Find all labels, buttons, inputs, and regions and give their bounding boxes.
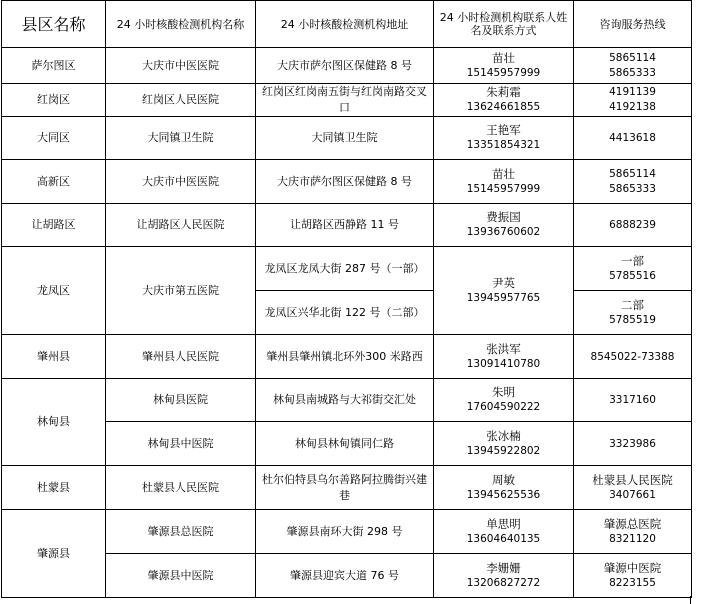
table-row — [2, 379, 692, 422]
address-cell: 杜尔伯特县乌尔善路阿拉腾街兴建巷 — [256, 466, 434, 510]
hotline-cell: 3317160 — [574, 379, 692, 422]
hotline-label: 肇源中医院 — [603, 560, 662, 575]
contact-name: 张洪军 — [486, 341, 521, 356]
contact-cell — [434, 204, 574, 247]
contact-name: 张冰楠 — [486, 428, 521, 443]
contact-phone: 15145957999 — [466, 66, 541, 79]
contact-phone: 13936760602 — [466, 226, 541, 238]
contact-cell — [434, 510, 574, 554]
contact-name: 王艳军 — [486, 123, 521, 137]
table-row — [2, 247, 692, 291]
hotline-cell: 6888239 — [574, 204, 692, 247]
address-cell: 红岗区红岗南五街与红岗南路交叉口 — [256, 84, 434, 117]
contact-cell — [434, 247, 574, 335]
hotline-number: 8223155 — [609, 576, 656, 589]
table-row — [2, 117, 692, 160]
contact-phone: 15145957999 — [466, 182, 541, 195]
page-edge-line — [690, 596, 691, 604]
hotline-cell — [574, 48, 692, 84]
district-cell: 杜蒙县 — [2, 466, 106, 510]
hotline-cell — [574, 466, 692, 510]
contact-name: 费振国 — [486, 210, 521, 224]
address-cell: 林甸县林甸镇同仁路 — [256, 422, 434, 466]
contact-phone: 13206827272 — [466, 576, 541, 589]
table-row — [2, 335, 692, 379]
institution-cell: 林甸县中医院 — [106, 422, 256, 466]
institution-cell: 肇源县中医院 — [106, 554, 256, 598]
contact-cell — [434, 117, 574, 160]
address-cell: 大庆市萨尔图区保健路 8 号 — [256, 48, 434, 84]
institution-cell: 大同镇卫生院 — [106, 117, 256, 160]
contact-name: 李姗姗 — [486, 560, 521, 575]
hotline-cell: 4413618 — [574, 117, 692, 160]
district-cell: 红岗区 — [2, 84, 106, 117]
contact-cell — [434, 48, 574, 84]
contact-cell — [434, 379, 574, 422]
contact-phone: 13945957765 — [466, 291, 541, 304]
institution-cell: 大庆市中医医院 — [106, 48, 256, 84]
address-cell: 大同镇卫生院 — [256, 117, 434, 160]
institution-cell: 红岗区人民医院 — [106, 84, 256, 117]
district-cell: 肇源县 — [2, 510, 106, 598]
address-cell: 大庆市萨尔图区保健路 8 号 — [256, 160, 434, 204]
hotline-cell — [574, 554, 692, 598]
contact-cell — [434, 335, 574, 379]
contact-cell — [434, 160, 574, 204]
address-cell: 让胡路区西静路 11 号 — [256, 204, 434, 247]
header-address: 24 小时核酸检测机构地址 — [256, 1, 434, 48]
hotline-cell — [574, 291, 692, 335]
header-contact: 24 小时检测机构联系人姓名及联系方式 — [434, 1, 574, 48]
hotline-number: 5785516 — [609, 269, 656, 282]
table-row — [2, 84, 692, 117]
contact-name: 苗壮 — [492, 166, 515, 181]
table-row — [2, 510, 692, 554]
institution-cell: 大庆市第五医院 — [106, 247, 256, 335]
address-cell: 肇源县迎宾大道 76 号 — [256, 554, 434, 598]
contact-phone: 13945625536 — [466, 488, 541, 501]
table-row — [2, 466, 692, 510]
address-cell: 林甸县南城路与大祁街交汇处 — [256, 379, 434, 422]
institution-cell: 杜蒙县人民医院 — [106, 466, 256, 510]
institution-cell: 林甸县医院 — [106, 379, 256, 422]
contact-name: 周敏 — [492, 472, 515, 487]
contact-name: 朱明 — [492, 385, 515, 399]
district-cell: 龙凤区 — [2, 247, 106, 335]
contact-cell — [434, 466, 574, 510]
district-cell: 林甸县 — [2, 379, 106, 466]
table-row — [2, 48, 692, 84]
hotline-number: 8321120 — [609, 532, 656, 545]
table-row — [2, 160, 692, 204]
contact-phone: 17604590222 — [466, 401, 541, 413]
institution-cell: 让胡路区人民医院 — [106, 204, 256, 247]
hotline-label: 一部 — [621, 253, 644, 268]
hotline-number: 5865114 — [609, 51, 656, 64]
hotline-label: 二部 — [621, 297, 644, 312]
contact-cell — [434, 84, 574, 117]
institution-cell: 肇州县人民医院 — [106, 335, 256, 379]
hotline-cell: 3323986 — [574, 422, 692, 466]
address-cell: 肇州县肇州镇北环外300 米路西 — [256, 335, 434, 379]
hotline-cell: 8545022-73388 — [574, 335, 692, 379]
hotline-number: 5865114 — [609, 167, 656, 180]
hotline-cell — [574, 510, 692, 554]
district-cell: 大同区 — [2, 117, 106, 160]
hotline-cell — [574, 247, 692, 291]
hotline-number: 5865333 — [609, 66, 656, 79]
hotline-number: 4192138 — [609, 101, 656, 113]
table-row — [2, 204, 692, 247]
header-hotline: 咨询服务热线 — [574, 1, 692, 48]
hotline-number: 3407661 — [609, 488, 656, 501]
hotline-number: 4191139 — [609, 86, 656, 98]
contact-cell — [434, 422, 574, 466]
header-row — [2, 1, 692, 48]
contact-cell — [434, 554, 574, 598]
contact-phone: 13604640135 — [466, 532, 541, 545]
table-row — [2, 422, 692, 466]
address-cell: 肇源县南环大街 298 号 — [256, 510, 434, 554]
district-cell: 萨尔图区 — [2, 48, 106, 84]
hotline-cell — [574, 160, 692, 204]
hotline-number: 5785519 — [609, 313, 656, 326]
district-cell: 让胡路区 — [2, 204, 106, 247]
contact-phone: 13351854321 — [466, 139, 541, 151]
contact-name: 单思明 — [486, 516, 521, 531]
testing-institutions-table — [1, 0, 692, 598]
hotline-cell — [574, 84, 692, 117]
hotline-number: 5865333 — [609, 182, 656, 195]
header-institution: 24 小时核酸检测机构名称 — [106, 1, 256, 48]
contact-name: 苗壮 — [492, 50, 515, 65]
address-cell: 龙凤区兴华北街 122 号（二部） — [256, 291, 434, 335]
header-district: 县区名称 — [2, 1, 106, 48]
institution-cell: 大庆市中医医院 — [106, 160, 256, 204]
contact-phone: 13091410780 — [466, 357, 541, 370]
contact-phone: 13624661855 — [466, 101, 541, 113]
contact-name: 尹英 — [492, 275, 515, 290]
contact-phone: 13945922802 — [466, 444, 541, 457]
contact-name: 朱莉霜 — [486, 85, 521, 99]
district-cell: 高新区 — [2, 160, 106, 204]
address-cell: 龙凤区龙凤大街 287 号（一部） — [256, 247, 434, 291]
hotline-label: 杜蒙县人民医院 — [592, 472, 673, 487]
institution-cell: 肇源县总医院 — [106, 510, 256, 554]
table-row — [2, 554, 692, 598]
hotline-label: 肇源总医院 — [603, 516, 662, 531]
district-cell: 肇州县 — [2, 335, 106, 379]
